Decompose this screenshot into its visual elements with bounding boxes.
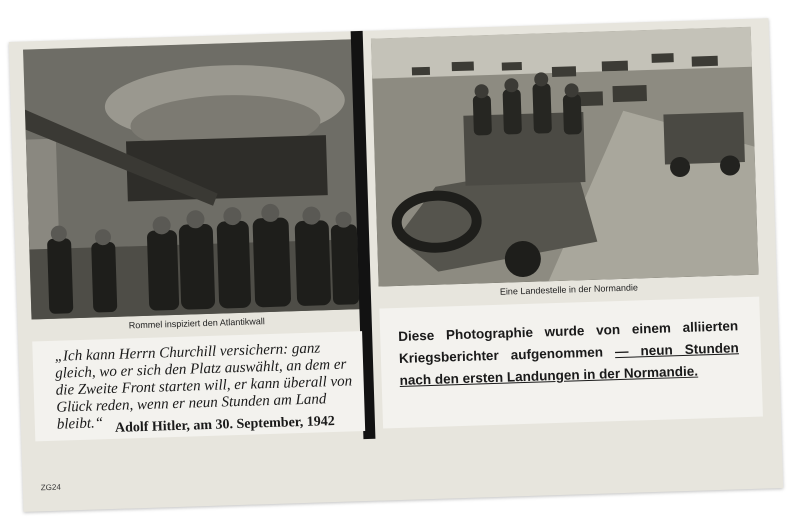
leaflet bbox=[9, 18, 783, 512]
left-photo-caption: Rommel inspiziert den Atlantikwall bbox=[128, 316, 265, 331]
right-photo-caption: Eine Landestelle in der Normandie bbox=[499, 282, 639, 297]
quote-attribution: Adolf Hitler, am 30. September, 1942 bbox=[114, 414, 335, 436]
normandy-photo bbox=[371, 27, 759, 287]
photo-note bbox=[398, 315, 740, 392]
photo-note-plain: Diese Photographie wurde von einem alliierten Kriegsberichter aufgenommen bbox=[398, 318, 739, 366]
photo-note-underlined: — neun Stunden nach den ersten Landungen in der Normandie. bbox=[399, 340, 740, 388]
quote-box bbox=[32, 331, 365, 441]
photo-note-box bbox=[379, 297, 763, 429]
rommel-photo bbox=[23, 39, 361, 319]
hitler-quote: „Ich kann Herrn Churchill versichern: ganz gleich, wo er sich den Platz auswählt, an dem er die Zweite Front starten will, er kann überall von Glück reden, wenn er neun Stunden am Land bleibt.“ bbox=[54, 340, 353, 433]
leaflet-code: ZG24 bbox=[40, 482, 61, 493]
